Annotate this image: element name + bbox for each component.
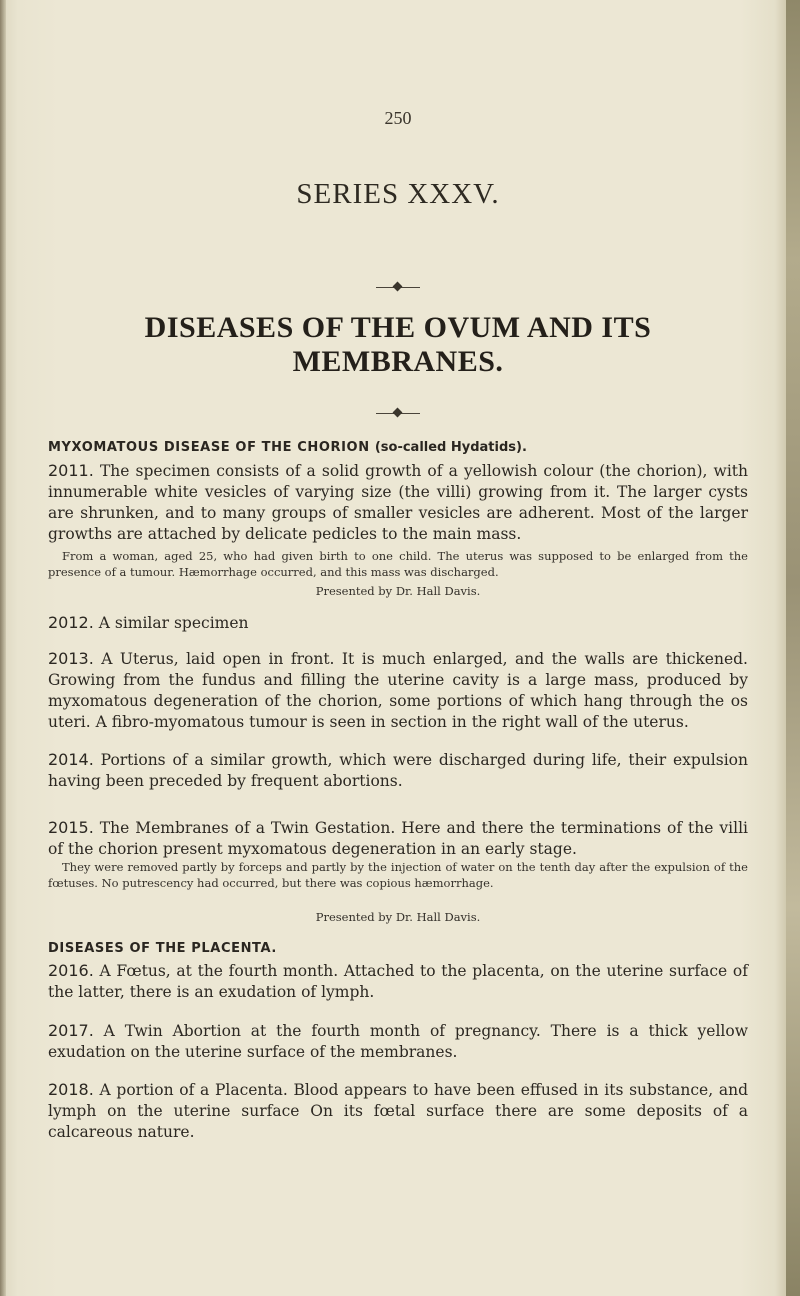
entry-number: 2017.: [48, 1021, 94, 1040]
catalogue-entry: [48, 648, 748, 733]
entry-text: Portions of a similar growth, which were discharged during life, their expulsion having been preceded by frequent abortions.: [48, 751, 748, 790]
section-heading-myxomatous: [48, 440, 748, 455]
entry-number: 2011.: [48, 461, 94, 480]
entry-text: The Membranes of a Twin Gestation. Here and there the terminations of the villi of the chorion present myxomatous degeneration in an early stage.: [48, 819, 748, 858]
main-title: DISEASES OF THE OVUM AND ITS MEMBRANES.: [144, 311, 652, 378]
section-heading-text: MYXOMATOUS DISEASE OF THE CHORION: [48, 440, 370, 455]
catalogue-entry: [48, 1079, 748, 1143]
entry-number: 2015.: [48, 818, 94, 837]
entry-presented-by: Presented by Dr. Hall Davis.: [315, 584, 481, 598]
entry-number: 2013.: [48, 649, 94, 668]
entry-number: 2016.: [48, 961, 94, 980]
ornament-rule-bottom: [376, 413, 420, 414]
page-number: 250: [384, 108, 412, 128]
entry-text: A Fœtus, at the fourth month. Attached to the placenta, on the uterine surface of the latter, there is an exudation of lymph.: [48, 962, 748, 1001]
entry-text: A portion of a Placenta. Blood appears to have been effused in its substance, and lymph on the uterine surface On its fœtal surface there are some deposits of a calcareous nature.: [48, 1081, 748, 1141]
catalogue-entry: [48, 1020, 748, 1063]
entry-text: A Uterus, laid open in front. It is much enlarged, and the walls are thickened. Growing from the fundus and filling the uterine cavity is a large mass, produced by myxomatous degeneration of the chorion, some portions of which hang through the os uteri. A fibro-myomatous tumour is seen in section in the right wall of the uterus.: [48, 650, 748, 731]
entry-number: 2012.: [48, 613, 94, 632]
catalogue-entry: [48, 460, 748, 545]
catalogue-entry: [48, 749, 748, 792]
entry-text: The specimen consists of a solid growth of a yellowish colour (the chorion), with innumerable white vesicles of varying size (the villi) growing from it. The larger cysts are shrunken, and to many groups of smaller vesicles are adherent. Most of the larger growths are attached by delicate pedicles to the main mass.: [48, 462, 748, 543]
section-heading-placenta: DISEASES OF THE PLACENTA.: [48, 941, 277, 956]
catalogue-entry: [48, 960, 748, 1003]
entry-text: A Twin Abortion at the fourth month of pregnancy. There is a thick yellow exudation on the uterine surface of the membranes.: [48, 1022, 748, 1061]
entry-note: They were removed partly by forceps and partly by the injection of water on the tenth day after the expulsion of the fœtuses. No putrescency had occurred, but there was copious hæmorrhage.: [48, 860, 748, 890]
ornament-rule-top: [376, 287, 420, 288]
entry-note: From a woman, aged 25, who had given birth to one child. The uterus was supposed to be enlarged from the presence of a tumour. Hæmorrhage occurred, and this mass was discharged.: [48, 549, 748, 579]
catalogue-entry: [48, 817, 748, 860]
page-edge-right: [786, 0, 800, 1296]
section-subheading: (so-called Hydatids).: [374, 440, 527, 455]
catalogue-entry: [48, 612, 748, 634]
entry-presented-by: Presented by Dr. Hall Davis.: [315, 910, 481, 924]
entry-number: 2018.: [48, 1080, 94, 1099]
entry-text: A similar specimen: [98, 614, 249, 632]
page-edge-left: [0, 0, 6, 1296]
series-title: SERIES XXXV.: [296, 178, 500, 210]
entry-number: 2014.: [48, 750, 94, 769]
